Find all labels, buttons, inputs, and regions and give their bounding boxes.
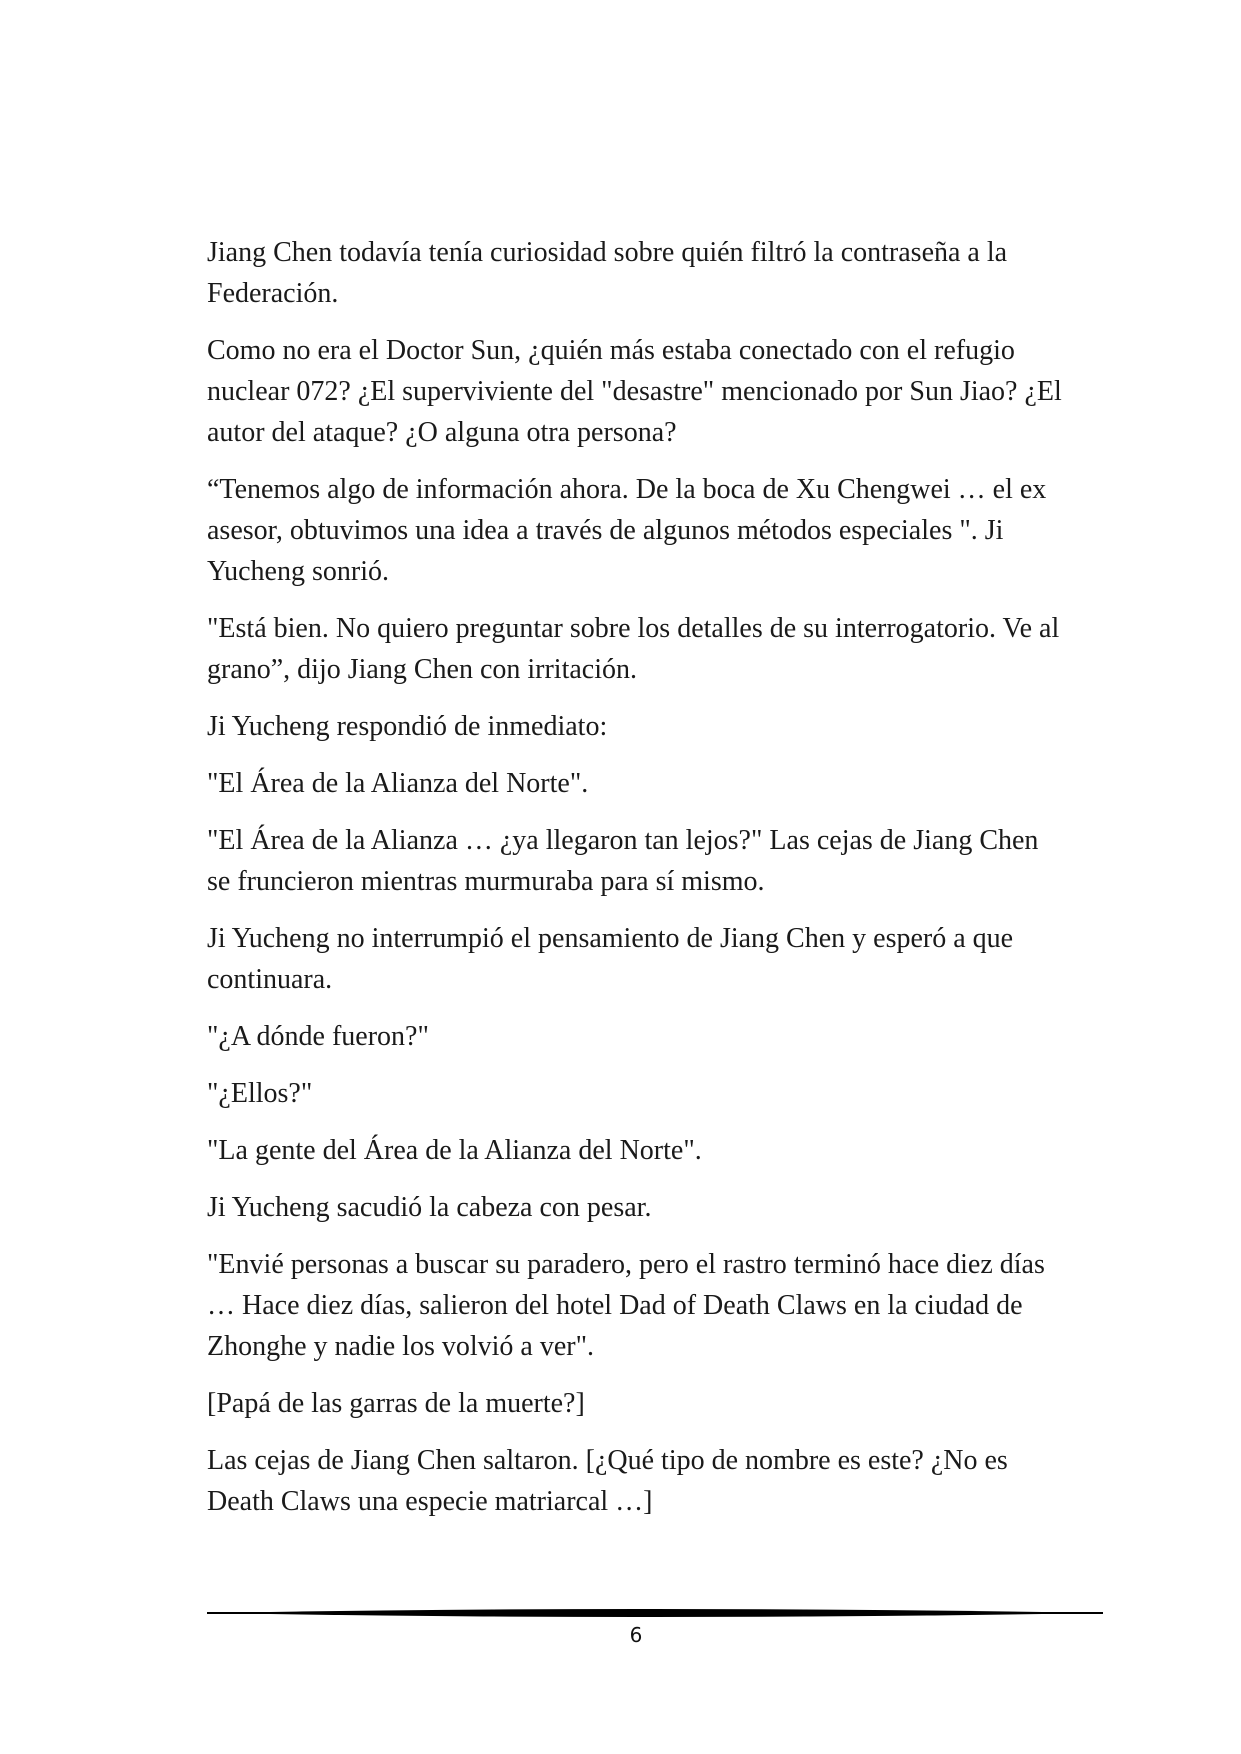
paragraph: [Papá de las garras de la muerte?] <box>207 1388 585 1419</box>
footer-divider <box>207 1607 1103 1619</box>
paragraph: "El Área de la Alianza … ¿ya llegaron tan lejos?" Las cejas de Jiang Chen se fruncieron mientras murmuraba para sí mismo. <box>207 825 1039 897</box>
paragraph: "Está bien. No quiero preguntar sobre los detalles de su interrogatorio. Ve al grano”, dijo Jiang Chen con irritación. <box>207 613 1060 685</box>
paragraph: "La gente del Área de la Alianza del Norte". <box>207 1135 702 1166</box>
paragraph: Ji Yucheng sacudió la cabeza con pesar. <box>207 1192 652 1223</box>
page-number: 6 <box>629 1623 643 1647</box>
paragraph: Ji Yucheng respondió de inmediato: <box>207 711 608 742</box>
paragraph: Como no era el Doctor Sun, ¿quién más estaba conectado con el refugio nuclear 072? ¿El superviviente del "desastre" mencionado por Sun Jiao? ¿El autor del ataque? ¿O alguna otra persona? <box>207 335 1062 448</box>
paragraph: Ji Yucheng no interrumpió el pensamiento de Jiang Chen y esperó a que continuara. <box>207 923 1014 995</box>
paragraph: "¿Ellos?" <box>207 1078 313 1109</box>
paragraph: Las cejas de Jiang Chen saltaron. [¿Qué tipo de nombre es este? ¿No es Death Claws una especie matriarcal …] <box>207 1445 1008 1517</box>
paragraph: Jiang Chen todavía tenía curiosidad sobre quién filtró la contraseña a la Federación. <box>207 237 1008 309</box>
body-text <box>207 232 1067 1538</box>
paragraph: "Envié personas a buscar su paradero, pero el rastro terminó hace diez días … Hace diez días, salieron del hotel Dad of Death Claws en la ciudad de Zhonghe y nadie los volvió a ver". <box>207 1249 1045 1362</box>
paragraph: "El Área de la Alianza del Norte". <box>207 768 589 799</box>
paragraph: “Tenemos algo de información ahora. De la boca de Xu Chengwei … el ex asesor, obtuvimos una idea a través de algunos métodos especiales ". Ji Yucheng sonrió. <box>207 474 1047 587</box>
paragraph: "¿A dónde fueron?" <box>207 1021 429 1052</box>
